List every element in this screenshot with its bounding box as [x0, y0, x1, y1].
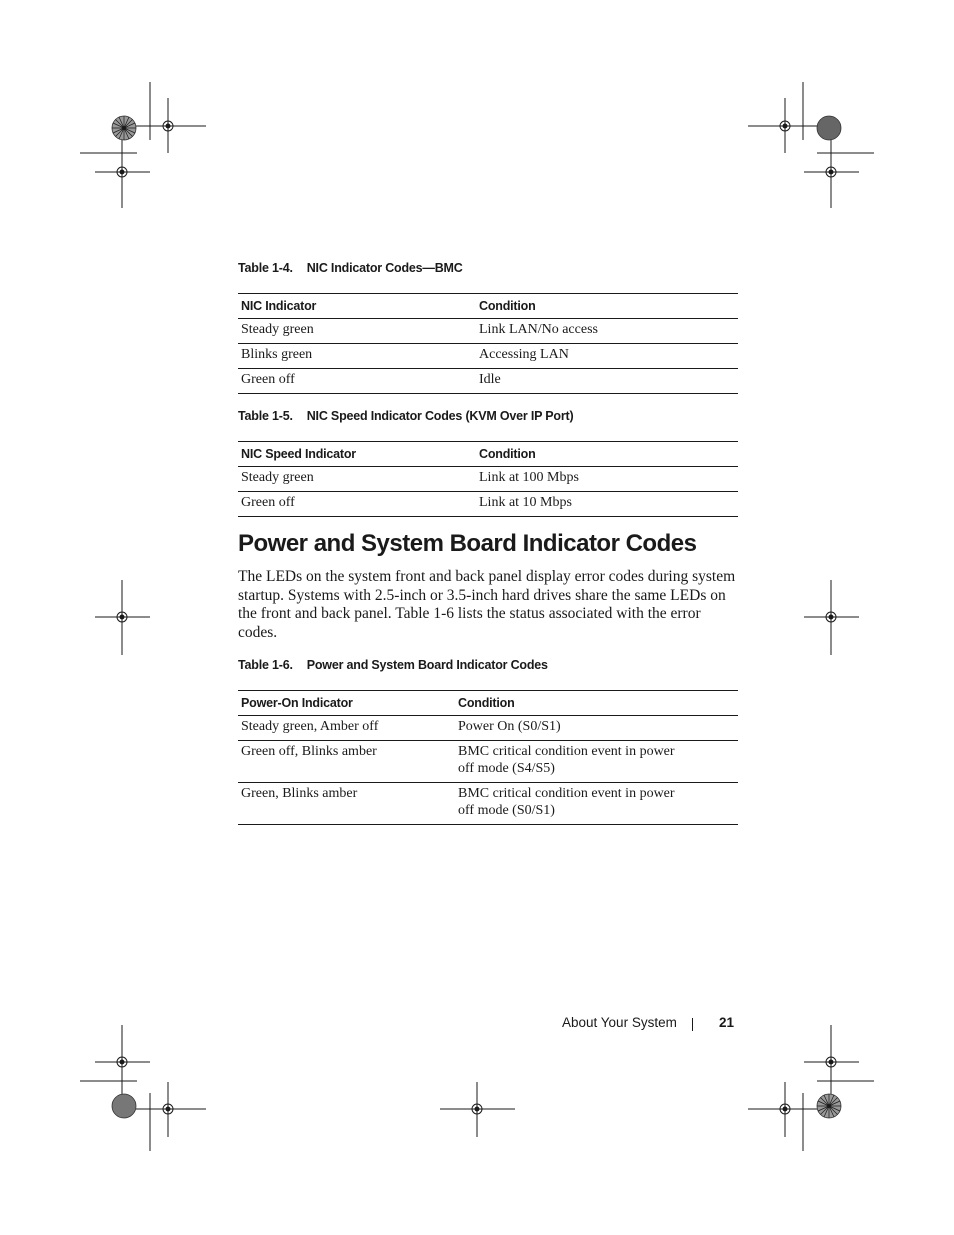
table-header-row: [238, 294, 738, 319]
section-paragraph: The LEDs on the system front and back panel display error codes during system startup. Systems with 2.5-inch or 3.5-inch hard drives share the same LEDs on the front and back panel. Table 1-6 lists the status associated with the error codes.: [238, 568, 736, 642]
table-cell: Accessing LAN: [476, 344, 738, 369]
table-row: [238, 783, 738, 825]
table-number: Table 1-6.: [238, 658, 293, 672]
section-heading: Power and System Board Indicator Codes: [238, 530, 697, 557]
table-cell: Green off, Blinks amber: [238, 741, 455, 783]
table-cell: Power On (S0/S1): [455, 716, 738, 741]
table-caption: [238, 409, 573, 423]
column-header: Power-On Indicator: [238, 691, 455, 716]
table-caption: [238, 658, 548, 672]
table-row: [238, 741, 738, 783]
table-row: [238, 716, 738, 741]
nic-indicator-table: [238, 293, 738, 394]
table-row: [238, 344, 738, 369]
footer-chapter-title: About Your System: [562, 1015, 677, 1030]
table-cell: BMC critical condition event in power off mode (S4/S5): [455, 741, 738, 783]
table-header-row: [238, 442, 738, 467]
table-row: [238, 319, 738, 344]
table-number: Table 1-4.: [238, 261, 293, 275]
footer-separator: [692, 1018, 693, 1031]
table-cell: BMC critical condition event in power off mode (S0/S1): [455, 783, 738, 825]
column-header: Condition: [476, 442, 738, 467]
table-cell: Steady green, Amber off: [238, 716, 455, 741]
table-cell: Green off: [238, 492, 476, 517]
table-row: [238, 467, 738, 492]
table-cell: Link LAN/No access: [476, 319, 738, 344]
column-header: NIC Speed Indicator: [238, 442, 476, 467]
table-cell: Link at 10 Mbps: [476, 492, 738, 517]
table-header-row: [238, 691, 738, 716]
column-header: Condition: [476, 294, 738, 319]
table-row: [238, 492, 738, 517]
table-title: Power and System Board Indicator Codes: [306, 658, 548, 672]
table-number: Table 1-5.: [238, 409, 293, 423]
table-cell: Steady green: [238, 319, 476, 344]
table-cell: Green off: [238, 369, 476, 394]
table-cell: Steady green: [238, 467, 476, 492]
nic-speed-indicator-table: [238, 441, 738, 517]
table-row: [238, 369, 738, 394]
table-cell: Green, Blinks amber: [238, 783, 455, 825]
table-cell: Idle: [476, 369, 738, 394]
power-system-board-indicator-table: [238, 690, 738, 825]
page-number: 21: [719, 1015, 735, 1030]
column-header: Condition: [455, 691, 738, 716]
column-header: NIC Indicator: [238, 294, 476, 319]
table-caption: [238, 261, 463, 275]
table-cell: Blinks green: [238, 344, 476, 369]
table-title: NIC Indicator Codes—BMC: [306, 261, 463, 275]
table-title: NIC Speed Indicator Codes (KVM Over IP Port): [306, 409, 574, 423]
table-cell: Link at 100 Mbps: [476, 467, 738, 492]
